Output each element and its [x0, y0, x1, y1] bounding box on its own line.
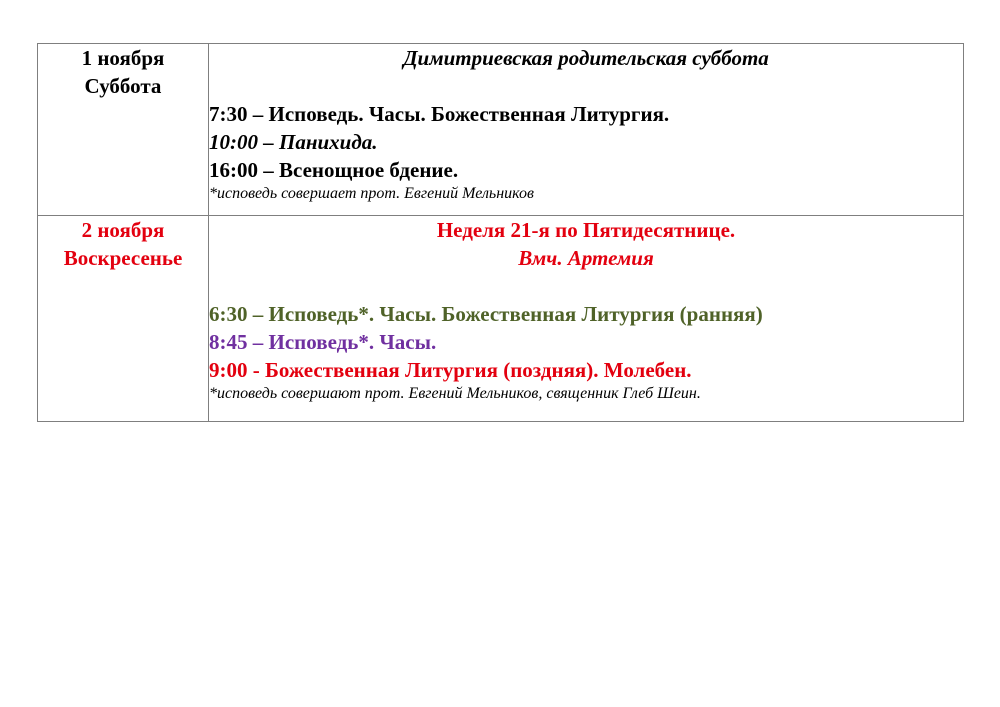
service-line: 10:00 – Панихида. — [209, 130, 378, 154]
service-line: 16:00 – Всенощное бдение. — [209, 158, 459, 182]
services-cell — [209, 216, 964, 422]
day-date: 1 ноября — [81, 46, 165, 70]
service-line: 7:30 – Исповедь. Часы. Божественная Литургия. — [209, 102, 670, 126]
date-cell — [38, 216, 209, 422]
feast-title: Неделя 21-я по Пятидесятнице. — [436, 218, 736, 242]
table-row — [38, 44, 964, 216]
day-weekday: Воскресенье — [63, 246, 183, 270]
services-cell — [209, 44, 964, 216]
service-line: 9:00 - Божественная Литургия (поздняя). Молебен. — [209, 358, 692, 382]
confession-note: *исповедь совершают прот. Евгений Мельников, священник Глеб Шеин. — [209, 385, 701, 402]
feast-title: Димитриевская родительская суббота — [403, 46, 769, 70]
service-line: 8:45 – Исповедь*. Часы. — [209, 330, 437, 354]
schedule-table — [37, 43, 964, 422]
day-date: 2 ноября — [81, 218, 165, 242]
date-cell — [38, 44, 209, 216]
table-row — [38, 216, 964, 422]
feast-subtitle: Вмч. Артемия — [518, 246, 654, 270]
confession-note: *исповедь совершает прот. Евгений Мельников — [209, 185, 534, 202]
service-line: 6:30 – Исповедь*. Часы. Божественная Литургия (ранняя) — [209, 302, 763, 326]
day-weekday: Суббота — [84, 74, 162, 98]
